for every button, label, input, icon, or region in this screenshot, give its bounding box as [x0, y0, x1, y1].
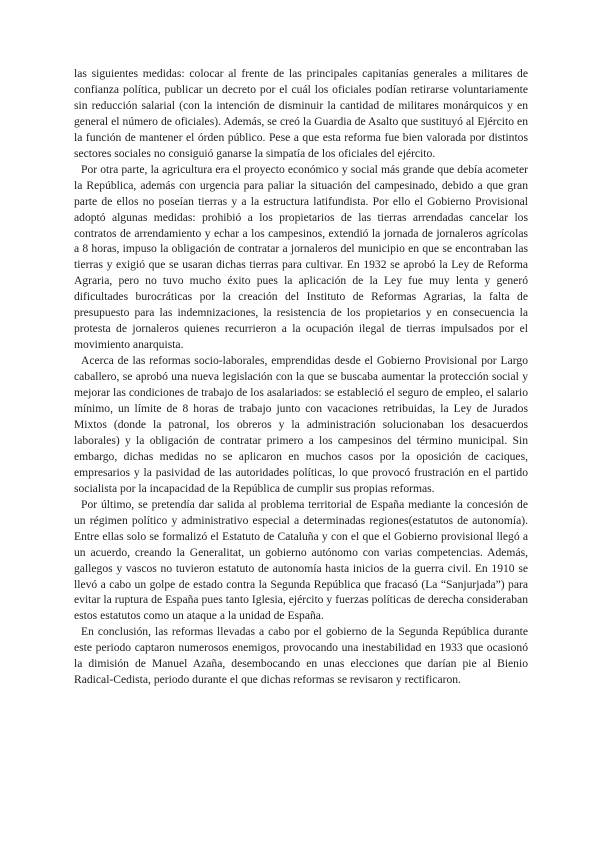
paragraph-conclusion: En conclusión, las reformas llevadas a cabo por el gobierno de la Segunda República durante este periodo captaron numerosos enemigos, provocando una inestabilidad en 1933 que ocasionó la dimisión de Manuel Azaña, desembocando en unas elecciones que darían pie al Bienio Radical-Cedista, periodo durante el que dichas reformas se revisaron y rectificaron.	[74, 625, 528, 687]
paragraph-agrarian-reform: Por otra parte, la agricultura era el proyecto económico y social más grande que debía acometer la República, además con urgencia para paliar la situación del campesinado, debido a que gran parte de ellos no poseían tierras y a la estructura latifundista. Por ello el Gobierno Provisional adoptó algunas medidas: prohibió a los propietarios de las tierras arrendadas cancelar los contratos de arrendamiento y echar a los campesinos, extendió la jornada de jornaleros agrícolas a 8 horas, impuso la obligación de contratar a jornaleros del municipio en que se encontraban las tierras y exigió que se usaran dichas tierras para cultivar. En 1932 se aprobó la Ley de Reforma Agraria, pero no tuvo mucho éxito pues la aplicación de la Ley fue muy lenta y generó dificultades burocráticas por la creación del Instituto de Reformas Agrarias, la falta de presupuesto para las indemnizaciones, la resistencia de los propietarios y en consecuencia la protesta de jornaleros quienes recurrieron a la ocupación ilegal de tierras impulsados por el movimiento anarquista.	[74, 162, 528, 352]
paragraph-labor-reform: Acerca de las reformas socio-laborales, emprendidas desde el Gobierno Provisional por Largo caballero, se aprobó una nueva legislación con la que se buscaba aumentar la protección social y mejorar las condiciones de trabajo de los asalariados: se estableció el seguro de empleo, el salario mínimo, un límite de 8 horas de trabajo junto con vacaciones retribuidas, la Ley de Jurados Mixtos (donde la patronal, los obreros y la administración solucionaban los desacuerdos laborales) y la obligación de contratar primero a los campesinos del término municipal. Sin embargo, dichas medidas no se aplicaron en muchos casos por la oposición de caciques, empresarios y la pasividad de las autoridades políticas, lo que provocó frustración en el partido socialista por la incapacidad de la República de cumplir sus propias reformas.	[74, 354, 528, 495]
paragraph-military-reform: las siguientes medidas: colocar al frente de las principales capitanías generales a militares de confianza política, publicar un decreto por el cuál los oficiales podían retirarse voluntariamente sin reducción salarial (con la intención de disminuir la cantidad de militares monárquicos y en general el número de oficiales). Además, se creó la Guardia de Asalto que sustituyó al Ejército en la función de mantener el órden público. Pese a que esta reforma fue bien valorada por distintos sectores sociales no consiguió ganarse la simpatía de los oficiales del ejército.	[74, 67, 528, 160]
paragraph-territorial-reform: Por último, se pretendía dar salida al problema territorial de España mediante la concesión de un régimen político y administrativo especial a determinadas regiones(estatutos de autonomía). Entre ellas solo se formalizó el Estatuto de Cataluña y con el que el Gobierno provisional llegó a un acuerdo, creando la Generalitat, un gobierno autónomo con varias competencias. Además, gallegos y vascos no tuvieron estatuto de autonomía hasta inicios de la guerra civil. En 1910 se llevó a cabo un golpe de estado contra la Segunda República que fracasó (La “Sanjurjada”) para evitar la ruptura de España pues tanto Iglesia, ejército y fuerzas políticas de derecha consideraban estos estatutos como un ataque a la unidad de España.	[74, 497, 528, 623]
document-page	[74, 66, 528, 688]
